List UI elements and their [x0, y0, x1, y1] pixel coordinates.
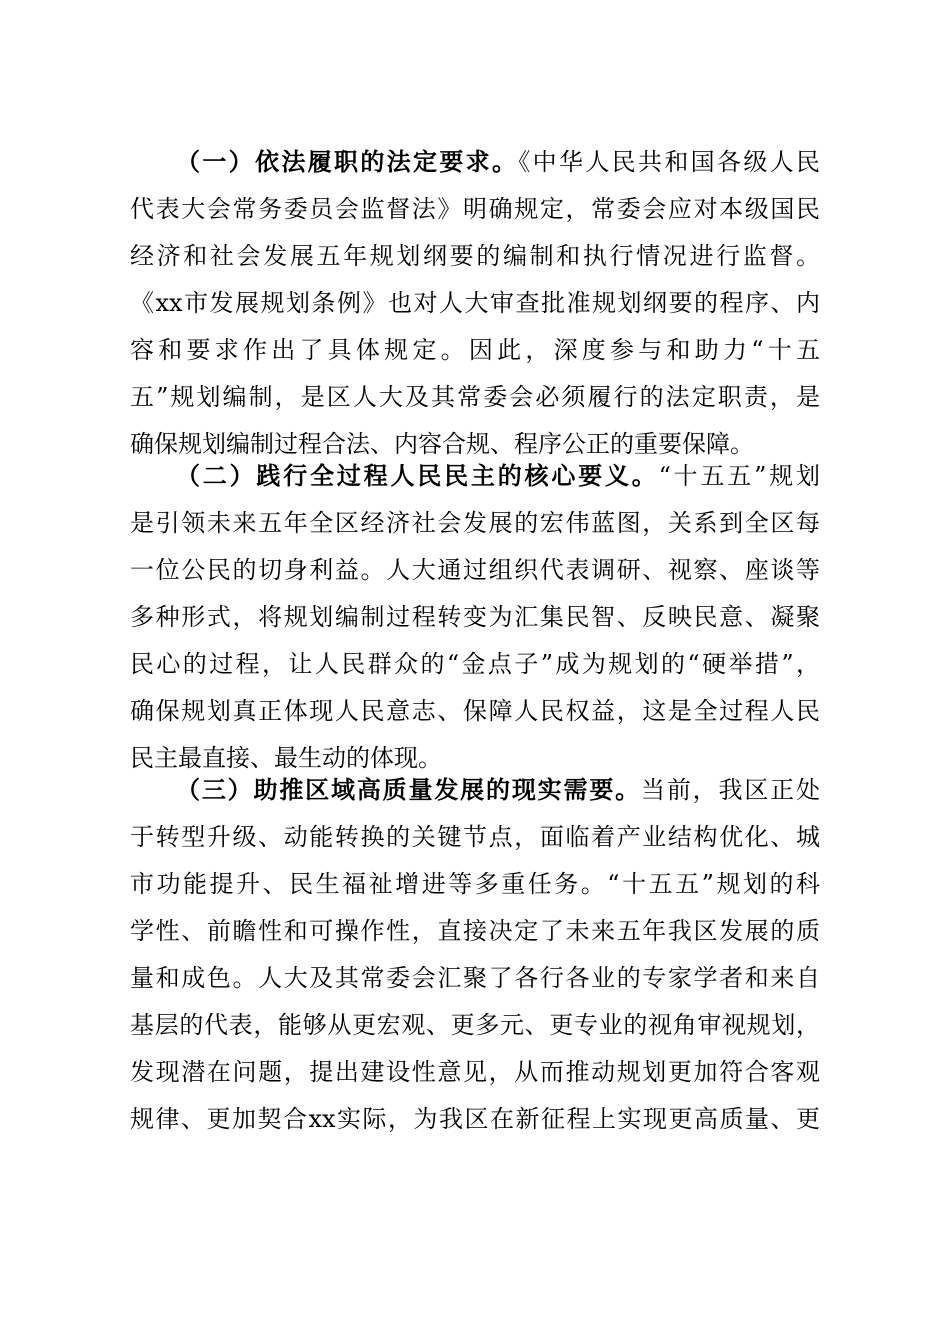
paragraph-3-line-6: 基层的代表，能够从更宏观、更多元、更专业的视角审视规划，: [130, 1011, 820, 1039]
paragraph-2-line-5: 民心的过程，让人民群众的“金点子”成为规划的“硬举措”，: [130, 650, 820, 678]
paragraph-1-line-1: [176, 142, 820, 182]
paragraph-3-line-1: [176, 770, 820, 810]
paragraph-2-line-3: 一位公民的切身利益。人大通过组织代表调研、视察、座谈等: [130, 556, 820, 584]
paragraph-3-heading: （三）助推区域高质量发展的现实需要。: [176, 775, 641, 804]
paragraph-1-text: 《中华人民共和国各级人民: [518, 148, 821, 176]
paragraph-1-line-2: 代表大会常务委员会监督法》明确规定，常委会应对本级国民: [130, 195, 820, 223]
paragraph-3-text: 当前，我区正处: [641, 776, 820, 804]
paragraph-3-line-5: 量和成色。人大及其常委会汇聚了各行各业的专家学者和来自: [130, 964, 820, 992]
paragraph-2-line-4: 多种形式，将规划编制过程转变为汇集民智、反映民意、凝聚: [130, 603, 820, 631]
paragraph-2-heading: （二）践行全过程人民民主的核心要义。: [176, 461, 659, 490]
paragraph-2-line-2: 是引领未来五年全区经济社会发展的宏伟蓝图，关系到全区每: [130, 509, 820, 537]
paragraph-2-line-6: 确保规划真正体现人民意志、保障人民权益，这是全过程人民: [130, 697, 820, 725]
paragraph-1-line-7: 确保规划编制过程合法、内容合规、程序公正的重要保障。: [130, 430, 754, 458]
paragraph-1-line-4: 《xx市发展规划条例》也对人大审查批准规划纲要的程序、内: [130, 289, 820, 317]
paragraph-1-line-3: 经济和社会发展五年规划纲要的编制和执行情况进行监督。: [130, 242, 820, 270]
paragraph-3-line-2: 于转型升级、动能转换的关键节点，面临着产业结构优化、城: [130, 823, 820, 851]
paragraph-3-line-4: 学性、前瞻性和可操作性，直接决定了未来五年我区发展的质: [130, 917, 820, 945]
paragraph-2-line-7: 民主最直接、最生动的体现。: [130, 744, 442, 772]
paragraph-2-text: “十五五”规划: [658, 462, 820, 490]
paragraph-1-heading: （一）依法履职的法定要求。: [176, 147, 519, 176]
paragraph-3-line-7: 发现潜在问题，提出建设性意见，从而推动规划更加符合客观: [130, 1058, 820, 1086]
paragraph-2-line-1: [176, 456, 820, 496]
paragraph-1-line-5: 容和要求作出了具体规定。因此，深度参与和助力“十五: [130, 336, 820, 364]
paragraph-3-line-3: 市功能提升、民生福祉增进等多重任务。“十五五”规划的科: [130, 870, 820, 898]
paragraph-1-line-6: 五”规划编制，是区人大及其常委会必须履行的法定职责，是: [130, 383, 820, 411]
paragraph-3-line-8: 规律、更加契合xx实际，为我区在新征程上实现更高质量、更: [130, 1105, 820, 1133]
